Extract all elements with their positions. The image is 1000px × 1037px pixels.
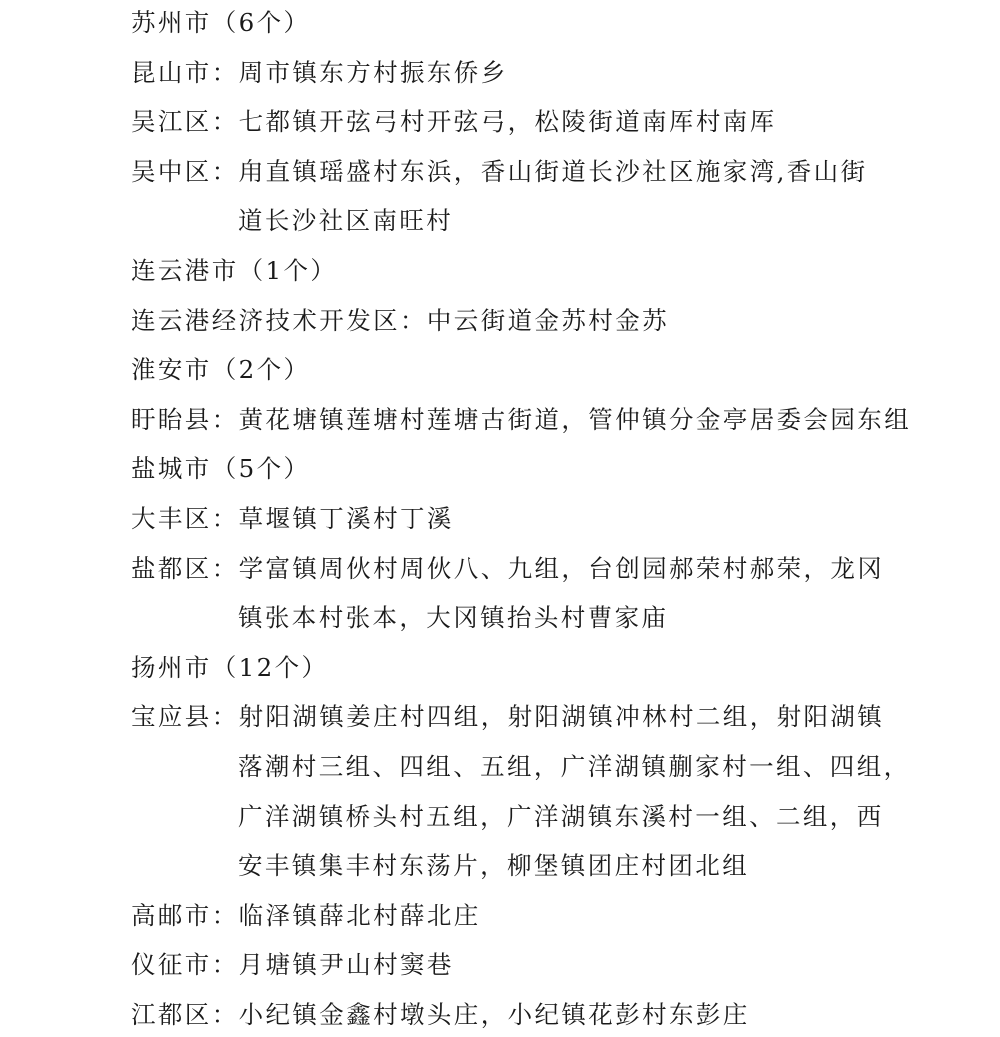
city-heading-lianyungang: 连云港市（1个） (131, 256, 338, 285)
entry-yandu-continued: 镇张本村张本，大冈镇抬头村曹家庙 (238, 603, 669, 632)
entry-yandu: 盐都区：学富镇周伙村周伙八、九组，台创园郝荣村郝荣，龙冈 (131, 554, 885, 583)
entry-jiangdu: 江都区：小纪镇金鑫村墩头庄，小纪镇花彭村东彭庄 (131, 1000, 750, 1029)
entry-lianyungang-kaifaqu: 连云港经济技术开发区：中云街道金苏村金苏 (131, 306, 669, 335)
entry-kunshan: 昆山市：周市镇东方村振东侨乡 (131, 58, 508, 87)
entry-yizheng: 仪征市：月塘镇尹山村窦巷 (131, 950, 454, 979)
city-heading-yangzhou: 扬州市（12个） (131, 653, 329, 682)
entry-baoying-continued-1: 落潮村三组、四组、五组，广洋湖镇蒯家村一组、四组， (238, 752, 911, 781)
entry-wuzhong-continued: 道长沙社区南旺村 (238, 206, 454, 235)
entry-dafeng: 大丰区：草堰镇丁溪村丁溪 (131, 504, 454, 533)
entry-baoying-continued-3: 安丰镇集丰村东荡片，柳堡镇团庄村团北组 (238, 851, 750, 880)
entry-baoying-continued-2: 广洋湖镇桥头村五组，广洋湖镇东溪村一组、二组，西 (238, 802, 884, 831)
city-heading-suzhou: 苏州市（6个） (131, 8, 311, 37)
entry-wuzhong: 吴中区：甪直镇瑶盛村东浜，香山街道长沙社区施家湾,香山街 (131, 157, 868, 186)
entry-gaoyou: 高邮市：临泽镇薛北村薛北庄 (131, 901, 481, 930)
city-heading-yancheng: 盐城市（5个） (131, 454, 311, 483)
city-heading-huaian: 淮安市（2个） (131, 355, 311, 384)
entry-wujiang: 吴江区：七都镇开弦弓村开弦弓，松陵街道南厍村南厍 (131, 107, 777, 136)
entry-baoying: 宝应县：射阳湖镇姜庄村四组，射阳湖镇冲林村二组，射阳湖镇 (131, 702, 885, 731)
entry-xuyi: 盱眙县：黄花塘镇莲塘村莲塘古街道，管仲镇分金亭居委会园东组 (131, 405, 912, 434)
